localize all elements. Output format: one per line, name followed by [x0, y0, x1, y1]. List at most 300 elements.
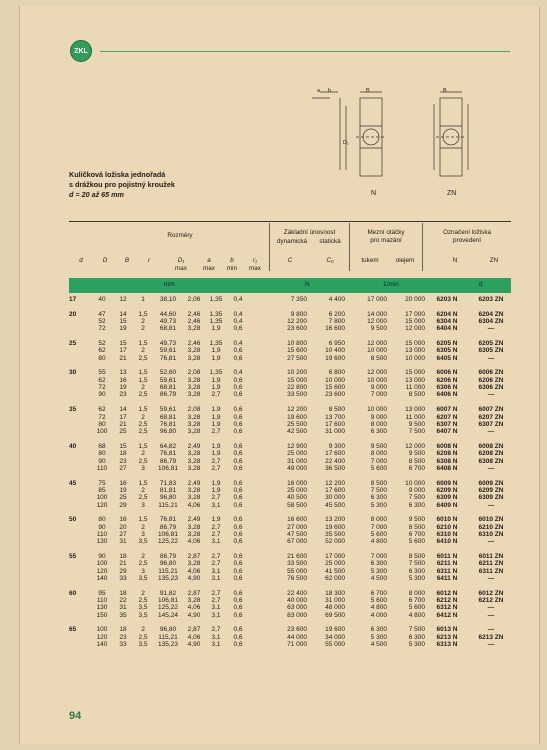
- table-cell: 1,35: [209, 340, 223, 348]
- table-cell: 3,5: [138, 604, 148, 612]
- table-cell: —: [487, 575, 495, 583]
- table-cell: 0,6: [233, 457, 243, 465]
- table-cell: —: [487, 641, 495, 649]
- table-spacer: [69, 582, 513, 589]
- table-cell: 6204 ZN: [478, 310, 504, 318]
- table-cell: 12 000: [405, 325, 425, 333]
- table-cell: 45: [69, 479, 77, 487]
- table-cell: 1,9: [211, 384, 221, 392]
- spacer-cell: [69, 472, 513, 479]
- table-cell: 4 800: [370, 538, 387, 546]
- table-cell: 45 500: [325, 501, 345, 509]
- table-cell: 2,46: [187, 340, 201, 348]
- table-cell: 23: [119, 391, 127, 399]
- table-cell: 91,82: [159, 589, 177, 597]
- table-cell: 140: [96, 575, 108, 583]
- table-cell: 130: [96, 604, 108, 612]
- col-r: r: [147, 257, 151, 264]
- table-cell: 6310 N: [436, 531, 458, 538]
- table-cell: 2,5: [138, 560, 148, 568]
- table-cell: 71,83: [159, 479, 177, 487]
- table-cell: 6 700: [370, 589, 387, 597]
- table-cell: 18: [119, 553, 127, 561]
- table-cell: 12 200: [325, 479, 345, 487]
- table-cell: 2,7: [211, 391, 221, 399]
- table-cell: 40: [98, 296, 106, 303]
- table-row: [69, 538, 513, 545]
- table-cell: 7 500: [408, 494, 425, 502]
- table-cell: 9 800: [290, 310, 307, 318]
- table-cell: 3,1: [211, 575, 221, 583]
- table-cell: 17 000: [325, 553, 345, 561]
- table-row: [69, 325, 513, 332]
- table-cell: 6404 N: [436, 325, 458, 333]
- table-cell: 27: [119, 531, 127, 538]
- table-cell: 135,23: [158, 641, 178, 649]
- table-cell: 31 000: [287, 457, 307, 465]
- table-cell: 6209 N: [436, 486, 458, 494]
- table-cell: 0,6: [233, 325, 243, 333]
- hdr-speed: Mezní otáčky: [367, 229, 405, 236]
- table-cell: 25: [119, 428, 127, 436]
- table-cell: 4,90: [187, 611, 201, 619]
- table-cell: 25 500: [287, 420, 307, 428]
- table-cell: 0,6: [233, 575, 243, 583]
- table-cell: 6209 ZN: [478, 486, 504, 494]
- table-cell: 6 300: [408, 567, 425, 575]
- table-cell: 7 350: [290, 296, 307, 303]
- table-cell: 55 000: [287, 567, 307, 575]
- table-cell: 3,28: [187, 384, 201, 392]
- table-cell: 3,28: [187, 347, 201, 355]
- table-cell: 6012 N: [436, 589, 458, 597]
- table-row: [69, 421, 513, 428]
- table-cell: 20 000: [405, 296, 425, 303]
- table-cell: 1,35: [209, 296, 223, 303]
- table-cell: 3,5: [138, 611, 148, 619]
- table-cell: 6008 ZN: [478, 442, 504, 450]
- table-row: [69, 391, 513, 398]
- table-cell: 2: [141, 318, 145, 326]
- table-cell: 0,6: [233, 479, 243, 487]
- unit-speed: 1/min: [383, 281, 399, 288]
- table-cell: 0,6: [233, 442, 243, 450]
- table-cell: 3,28: [187, 597, 201, 605]
- table-cell: 9 300: [328, 442, 345, 450]
- table-cell: [69, 502, 91, 509]
- table-cell: 90: [98, 391, 106, 399]
- table-cell: 2,49: [187, 442, 201, 450]
- table-cell: 9 500: [408, 450, 425, 458]
- table-cell: 62: [98, 347, 106, 355]
- table-cell: 6307 ZN: [478, 420, 504, 428]
- table-cell: 76,81: [159, 516, 177, 524]
- table-cell: 3,28: [187, 376, 201, 384]
- table-cell: 25 000: [325, 560, 345, 568]
- table-cell: 1,5: [138, 369, 148, 377]
- table-cell: 50: [69, 516, 77, 524]
- table-cell: 12 000: [367, 318, 387, 326]
- table-cell: 0,4: [233, 318, 243, 326]
- table-cell: 29: [119, 567, 127, 575]
- table-cell: 49,73: [159, 318, 177, 326]
- table-cell: 3,28: [187, 420, 201, 428]
- table-cell: 100: [96, 626, 108, 634]
- table-cell: 6306 N: [436, 384, 458, 392]
- hdr-designation: Označení ložiska: [443, 229, 491, 236]
- table-cell: —: [487, 464, 495, 472]
- table-cell: 2,5: [138, 420, 148, 428]
- table-cell: 0,4: [233, 296, 243, 303]
- table-row: [69, 494, 513, 501]
- table-cell: 3,1: [211, 567, 221, 575]
- spacer-cell: [69, 399, 513, 406]
- table-cell: 58 500: [287, 501, 307, 509]
- table-cell: 71 000: [287, 641, 307, 649]
- table-cell: 41 500: [325, 567, 345, 575]
- table-cell: 13 000: [405, 406, 425, 414]
- table-cell: 130: [96, 538, 108, 546]
- table-cell: 115,21: [158, 501, 178, 509]
- table-cell: 25 000: [287, 450, 307, 458]
- table-cell: 16 600: [287, 516, 307, 524]
- table-cell: 0,6: [233, 384, 243, 392]
- bearing-figure-zn: [428, 86, 478, 186]
- table-cell: 8 500: [370, 354, 387, 362]
- table-cell: 12 200: [287, 406, 307, 414]
- table-cell: —: [487, 391, 495, 399]
- table-cell: 2,7: [211, 531, 221, 538]
- table-cell: 17 600: [325, 486, 345, 494]
- table-cell: 4 000: [370, 611, 387, 619]
- table-cell: 6 300: [370, 560, 387, 568]
- table-cell: 3,28: [187, 560, 201, 568]
- table-cell: 6205 ZN: [478, 340, 504, 348]
- table-cell: 0,6: [233, 626, 243, 634]
- table-cell: 4,06: [187, 633, 201, 641]
- table-cell: 2,06: [187, 296, 201, 303]
- table-cell: 6308 ZN: [478, 457, 504, 465]
- table-cell: 11 000: [405, 384, 425, 392]
- table-cell: 19: [119, 384, 127, 392]
- table-cell: 2,5: [138, 494, 148, 502]
- table-cell: 35: [119, 611, 127, 619]
- table-cell: 8 500: [328, 406, 345, 414]
- table-cell: 0,6: [233, 604, 243, 612]
- table-cell: 6203 N: [436, 296, 458, 303]
- table-cell: 6204 N: [436, 310, 458, 318]
- table-cell: 3,28: [187, 486, 201, 494]
- table-cell: 86,79: [159, 391, 177, 399]
- table-cell: 5 300: [370, 501, 387, 509]
- hdr-speed-sub: pro mazání: [370, 237, 402, 244]
- table-cell: 3,1: [211, 641, 221, 649]
- table-row: [69, 531, 513, 538]
- table-row: [69, 311, 513, 318]
- col-grease: tukem: [361, 257, 379, 264]
- table-cell: 7 000: [370, 553, 387, 561]
- table-cell: 23 600: [287, 325, 307, 333]
- table-cell: 6210 N: [436, 523, 458, 531]
- table-cell: 2,87: [187, 589, 201, 597]
- table-cell: 3,1: [211, 611, 221, 619]
- table-cell: 3,28: [187, 523, 201, 531]
- table-cell: 6305 N: [436, 347, 458, 355]
- table-cell: 55: [98, 369, 106, 377]
- table-cell: 0,6: [233, 611, 243, 619]
- table-cell: 1,9: [211, 479, 221, 487]
- table-cell: 6208 ZN: [478, 450, 504, 458]
- table-cell: 19: [119, 325, 127, 333]
- table-cell: [69, 560, 91, 567]
- table-cell: 33 500: [287, 391, 307, 399]
- table-cell: 0,6: [233, 391, 243, 399]
- table-cell: 75: [98, 479, 106, 487]
- table-cell: 16 600: [325, 325, 345, 333]
- table-cell: 6311 N: [436, 567, 458, 575]
- table-cell: 106,81: [158, 464, 178, 472]
- table-cell: 6409 N: [436, 501, 458, 509]
- table-cell: 40 000: [287, 597, 307, 605]
- table-cell: 6006 N: [436, 369, 458, 377]
- table-cell: 10 200: [287, 369, 307, 377]
- table-cell: 1,9: [211, 347, 221, 355]
- unit-desig: d: [479, 281, 483, 288]
- table-cell: 15 000: [287, 376, 307, 384]
- table-cell: 2,7: [211, 560, 221, 568]
- table-cell: 2: [141, 589, 145, 597]
- unit-n: N: [305, 281, 310, 288]
- table-cell: 6 300: [370, 428, 387, 436]
- table-row: [69, 634, 513, 641]
- table-cell: 31 000: [325, 597, 345, 605]
- table-cell: [69, 347, 91, 354]
- table-cell: 6 800: [328, 369, 345, 377]
- table-cell: 6308 N: [436, 457, 458, 465]
- table-cell: 72: [98, 325, 106, 333]
- table-cell: 6309 ZN: [478, 494, 504, 502]
- table-cell: 110: [96, 531, 108, 538]
- table-cell: 115,21: [158, 633, 178, 641]
- table-cell: 86,79: [159, 553, 177, 561]
- table-cell: 60: [69, 589, 77, 597]
- table-row: [69, 560, 513, 567]
- table-cell: 0,6: [233, 406, 243, 414]
- spacer-cell: [69, 582, 513, 589]
- table-cell: —: [487, 538, 495, 546]
- table-cell: 7 500: [408, 428, 425, 436]
- table-cell: 0,6: [233, 494, 243, 502]
- table-row: [69, 553, 513, 560]
- table-spacer: [69, 333, 513, 340]
- table-cell: [69, 597, 91, 604]
- table-cell: [69, 421, 91, 428]
- table-cell: 0,6: [233, 560, 243, 568]
- table-spacer: [69, 546, 513, 553]
- col-D1: D₁: [177, 257, 185, 264]
- table-cell: 3,1: [211, 604, 221, 612]
- table-cell: [69, 325, 91, 332]
- table-cell: 2,5: [138, 428, 148, 436]
- table-cell: 49 000: [287, 464, 307, 472]
- table-cell: 17: [119, 413, 127, 421]
- table-cell: 10 000: [367, 406, 387, 414]
- figure-label-n: N: [371, 190, 377, 197]
- table-cell: 20: [69, 310, 77, 318]
- table-cell: —: [487, 611, 495, 619]
- table-cell: 35: [69, 406, 77, 414]
- table-cell: 27 000: [287, 523, 307, 531]
- table-cell: [69, 634, 91, 641]
- table-cell: 4,06: [187, 501, 201, 509]
- table-cell: 12 000: [367, 369, 387, 377]
- table-cell: 3,28: [187, 457, 201, 465]
- table-cell: 2,7: [211, 597, 221, 605]
- table-cell: 19: [119, 486, 127, 494]
- table-cell: 23: [119, 457, 127, 465]
- table-cell: 9 500: [370, 442, 387, 450]
- table-cell: 1,35: [209, 310, 223, 318]
- table-cell: 106,81: [158, 597, 178, 605]
- table-cell: 0,6: [233, 354, 243, 362]
- col-n: N: [452, 257, 458, 264]
- table-cell: 6211 ZN: [478, 560, 504, 568]
- table-spacer: [69, 436, 513, 443]
- table-row: [69, 590, 513, 597]
- table-cell: 33: [119, 641, 127, 649]
- table-row: [69, 612, 513, 619]
- table-cell: 52 000: [325, 538, 345, 546]
- table-cell: 6 300: [370, 626, 387, 634]
- table-row: [69, 355, 513, 362]
- table-cell: 6410 N: [436, 538, 458, 546]
- table-cell: 6010 ZN: [478, 516, 504, 524]
- table-cell: 5 300: [408, 641, 425, 649]
- table-cell: 3: [141, 531, 145, 538]
- table-cell: 3,5: [138, 575, 148, 583]
- col-D: D: [102, 257, 108, 264]
- table-cell: 6208 N: [436, 450, 458, 458]
- table-cell: 8 500: [370, 479, 387, 487]
- table-cell: 6206 ZN: [478, 376, 504, 384]
- table-cell: [69, 612, 91, 619]
- table-cell: 0,6: [233, 420, 243, 428]
- table-row: [69, 443, 513, 450]
- table-cell: 3,28: [187, 464, 201, 472]
- table-cell: 76,81: [159, 450, 177, 458]
- table-cell: 15: [119, 442, 127, 450]
- zkl-logo: [70, 40, 92, 62]
- table-cell: 5 600: [408, 604, 425, 612]
- dim-b-label: b: [328, 88, 332, 94]
- table-cell: 2,5: [138, 633, 148, 641]
- title-line-2: s drážkou pro pojistný kroužek: [69, 180, 175, 189]
- table-cell: 0,6: [233, 633, 243, 641]
- table-row: [69, 641, 513, 648]
- table-cell: 6008 N: [436, 442, 458, 450]
- table-cell: 68,81: [159, 413, 177, 421]
- table-cell: [69, 568, 91, 575]
- table-cell: 4 800: [408, 611, 425, 619]
- dim-B-label: B: [366, 88, 370, 94]
- table-cell: 1,9: [211, 325, 221, 333]
- table-cell: 1,9: [211, 420, 221, 428]
- table-cell: [69, 524, 91, 531]
- table-cell: 85: [98, 486, 106, 494]
- table-cell: 7 000: [370, 457, 387, 465]
- table-cell: 90: [98, 553, 106, 561]
- table-cell: 2: [141, 325, 145, 333]
- table-cell: 12 000: [367, 340, 387, 348]
- table-cell: 1,5: [138, 340, 148, 348]
- table-cell: 6307 N: [436, 420, 458, 428]
- table-cell: 17 000: [367, 296, 387, 303]
- units-bar: [69, 278, 511, 293]
- table-cell: 4 500: [370, 575, 387, 583]
- table-cell: 3: [141, 567, 145, 575]
- table-cell: 59,61: [159, 347, 177, 355]
- table-cell: 5 600: [370, 531, 387, 538]
- table-cell: 7 800: [328, 318, 345, 326]
- table-cell: 2,5: [138, 597, 148, 605]
- table-cell: 96,80: [159, 626, 177, 634]
- table-cell: [69, 575, 91, 582]
- table-cell: 86,79: [159, 457, 177, 465]
- table-cell: 59,61: [159, 406, 177, 414]
- table-cell: 42 500: [287, 428, 307, 436]
- table-cell: 2: [141, 486, 145, 494]
- table-cell: 76,81: [159, 354, 177, 362]
- table-cell: 25: [119, 494, 127, 502]
- table-cell: 3,1: [211, 538, 221, 546]
- table-cell: 3,28: [187, 450, 201, 458]
- table-cell: 22 400: [287, 589, 307, 597]
- table-cell: 150: [96, 611, 108, 619]
- table-cell: 11 000: [405, 413, 425, 421]
- table-cell: 3,28: [187, 325, 201, 333]
- table-cell: 72: [98, 413, 106, 421]
- table-cell: 2,7: [211, 457, 221, 465]
- table-row: [69, 626, 513, 633]
- table-cell: 7 500: [408, 560, 425, 568]
- table-cell: [69, 538, 91, 545]
- table-cell: —: [487, 626, 495, 634]
- table-cell: 6 700: [408, 464, 425, 472]
- table-cell: 6009 ZN: [478, 479, 504, 487]
- table-cell: 81,81: [159, 486, 177, 494]
- spacer-cell: [69, 362, 513, 369]
- table-cell: 6 700: [408, 597, 425, 605]
- table-cell: 9 500: [370, 325, 387, 333]
- table-cell: —: [487, 354, 495, 362]
- table-cell: 120: [96, 633, 108, 641]
- table-cell: 6 300: [408, 501, 425, 509]
- hdr-designation-sub: provedení: [452, 237, 481, 244]
- table-cell: 6009 N: [436, 479, 458, 487]
- logo-text: ZKL: [74, 47, 88, 55]
- table-cell: 36 500: [325, 464, 345, 472]
- table-cell: 4,90: [187, 575, 201, 583]
- table-cell: 8 500: [408, 391, 425, 399]
- table-cell: 86,79: [159, 523, 177, 531]
- table-cell: [69, 355, 91, 362]
- table-cell: 6304 N: [436, 318, 458, 326]
- table-cell: 0,4: [233, 310, 243, 318]
- table-row: [69, 414, 513, 421]
- table-row: [69, 502, 513, 509]
- table-cell: 12: [119, 296, 127, 303]
- table-cell: 15 600: [325, 384, 345, 392]
